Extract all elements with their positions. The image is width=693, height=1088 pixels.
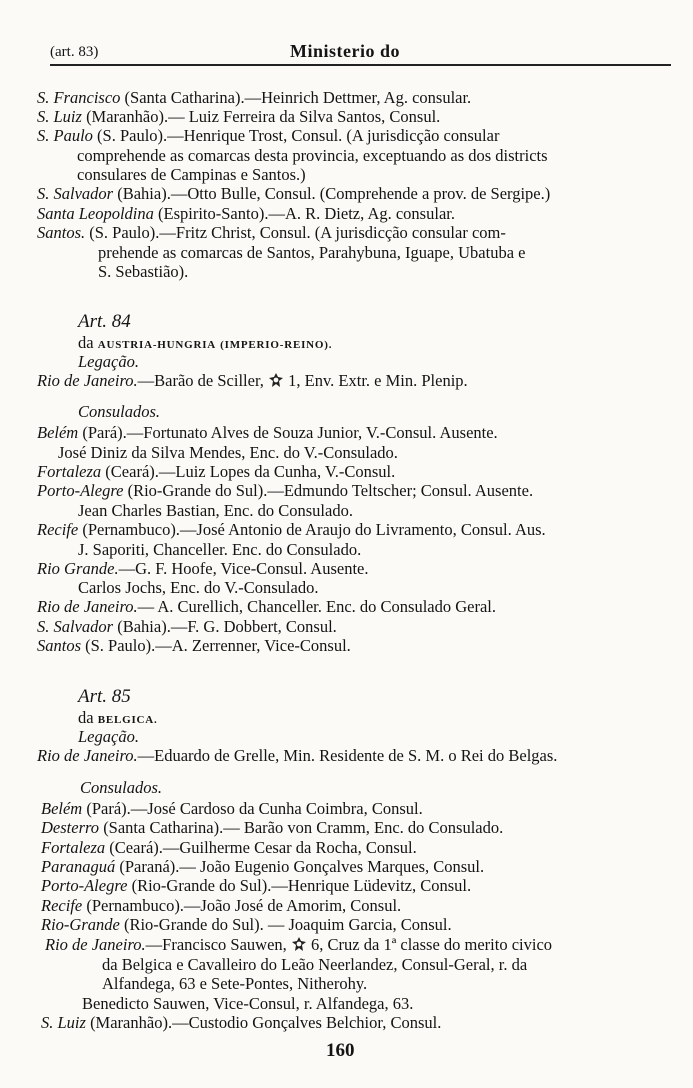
entry-s-paulo: S. Paulo (S. Paulo).—Henrique Trost, Consul. (A jurisdicção consular [37, 126, 500, 145]
art-85-rio-legation: Rio de Janeiro.—Eduardo de Grelle, Min. Residente de S. M. o Rei do Belgas. [37, 746, 558, 765]
art-85-country: da BELGICA. [78, 708, 158, 727]
art-84-belem: Belém (Pará).—Fortunato Alves de Souza Junior, V.-Consul. Ausente. [37, 423, 498, 442]
art-84-rio-grande-enc: Carlos Jochs, Enc. do V.-Consulado. [78, 578, 319, 597]
entry-santos-cont-1: prehende as comarcas de Santos, Parahybuna, Iguape, Ubatuba e [98, 243, 526, 262]
art-85-paranagua: Paranaguá (Paraná).— João Eugenio Gonçalves Marques, Consul. [41, 857, 485, 876]
art-84-rio-legation: Rio de Janeiro.—Barão de Sciller, 1, Env. Extr. e Min. Plenip. [37, 371, 468, 390]
art-84-santos: Santos (S. Paulo).—A. Zerrenner, Vice-Consul. [37, 636, 351, 655]
entry-s-luiz: S. Luiz (Maranhão).— Luiz Ferreira da Silva Santos, Consul. [37, 107, 441, 126]
header-title: Ministerio do [290, 41, 400, 61]
art-85-rio-cont-2: Alfandega, 63 e Sete-Pontes, Nitherohy. [102, 974, 368, 993]
header-art-ref: (art. 83) [50, 44, 99, 60]
running-header [50, 38, 671, 62]
art-84-heading: Art. 84 [78, 311, 131, 332]
art-85-fortaleza: Fortaleza (Ceará).—Guilherme Cesar da Rocha, Consul. [41, 838, 417, 857]
art-84-legacao: Legação. [78, 352, 139, 371]
header-rule [50, 64, 671, 66]
art-85-consulados: Consulados. [80, 778, 163, 797]
art-84-belem-enc: José Diniz da Silva Mendes, Enc. do V.-Consulado. [58, 443, 398, 462]
art-85-vice-consul: Benedicto Sauwen, Vice-Consul, r. Alfandega, 63. [82, 994, 414, 1013]
entry-santos: Santos. (S. Paulo).—Fritz Christ, Consul. (A jurisdicção consular com- [37, 223, 506, 242]
order-insignia-icon [291, 936, 307, 952]
art-84-porto-alegre-enc: Jean Charles Bastian, Enc. do Consulado. [78, 501, 353, 520]
entry-santa-leopoldina: Santa Leopoldina (Espirito-Santo).—A. R. Dietz, Ag. consular. [37, 204, 455, 223]
art-85-rio-de-janeiro: Rio de Janeiro.—Francisco Sauwen, 6, Cruz da 1ª classe do merito civico [45, 935, 553, 954]
art-84-fortaleza: Fortaleza (Ceará).—Luiz Lopes da Cunha, V.-Consul. [37, 462, 396, 481]
art-84-recife-enc: J. Saporiti, Chanceller. Enc. do Consulado. [78, 540, 362, 559]
art-85-s-luiz: S. Luiz (Maranhão).—Custodio Gonçalves Belchior, Consul. [41, 1013, 442, 1032]
art-84-rio-grande: Rio Grande.—G. F. Hoofe, Vice-Consul. Ausente. [37, 559, 369, 578]
art-84-rio-de-janeiro: Rio de Janeiro.— A. Curellich, Chanceller. Enc. do Consulado Geral. [37, 597, 496, 616]
art-85-rio-cont-1: da Belgica e Cavalleiro do Leão Neerlandez, Consul-Geral, r. da [102, 955, 528, 974]
art-84-country: da AUSTRIA-HUNGRIA (IMPERIO-REINO). [78, 333, 333, 352]
art-85-legacao: Legação. [78, 727, 139, 746]
entry-s-paulo-cont-1: comprehende as comarcas desta provincia, exceptuando as dos districts [77, 146, 548, 165]
entry-s-paulo-cont-2: consulares de Campinas e Santos.) [77, 165, 306, 184]
art-84-s-salvador: S. Salvador (Bahia).—F. G. Dobbert, Consul. [37, 617, 337, 636]
entry-s-salvador: S. Salvador (Bahia).—Otto Bulle, Consul. (Comprehende a prov. de Sergipe.) [37, 184, 551, 203]
art-85-rio-grande: Rio-Grande (Rio-Grande do Sul). — Joaquim Garcia, Consul. [41, 915, 452, 934]
art-84-consulados: Consulados. [78, 402, 161, 421]
page-number: 160 [326, 1040, 355, 1061]
art-85-porto-alegre: Porto-Alegre (Rio-Grande do Sul).—Henrique Lüdevitz, Consul. [41, 876, 472, 895]
art-85-belem: Belém (Pará).—José Cardoso da Cunha Coimbra, Consul. [41, 799, 423, 818]
art-85-heading: Art. 85 [78, 686, 131, 707]
art-84-recife: Recife (Pernambuco).—José Antonio de Araujo do Livramento, Consul. Aus. [37, 520, 546, 539]
art-85-recife: Recife (Pernambuco).—João José de Amorim, Consul. [41, 896, 402, 915]
entry-s-francisco: S. Francisco (Santa Catharina).—Heinrich Dettmer, Ag. consular. [37, 88, 472, 107]
art-85-desterro: Desterro (Santa Catharina).— Barão von Cramm, Enc. do Consulado. [41, 818, 504, 837]
order-insignia-icon [268, 372, 284, 388]
entry-santos-cont-2: S. Sebastião). [98, 262, 189, 281]
art-84-porto-alegre: Porto-Alegre (Rio-Grande do Sul).—Edmundo Teltscher; Consul. Ausente. [37, 481, 534, 500]
